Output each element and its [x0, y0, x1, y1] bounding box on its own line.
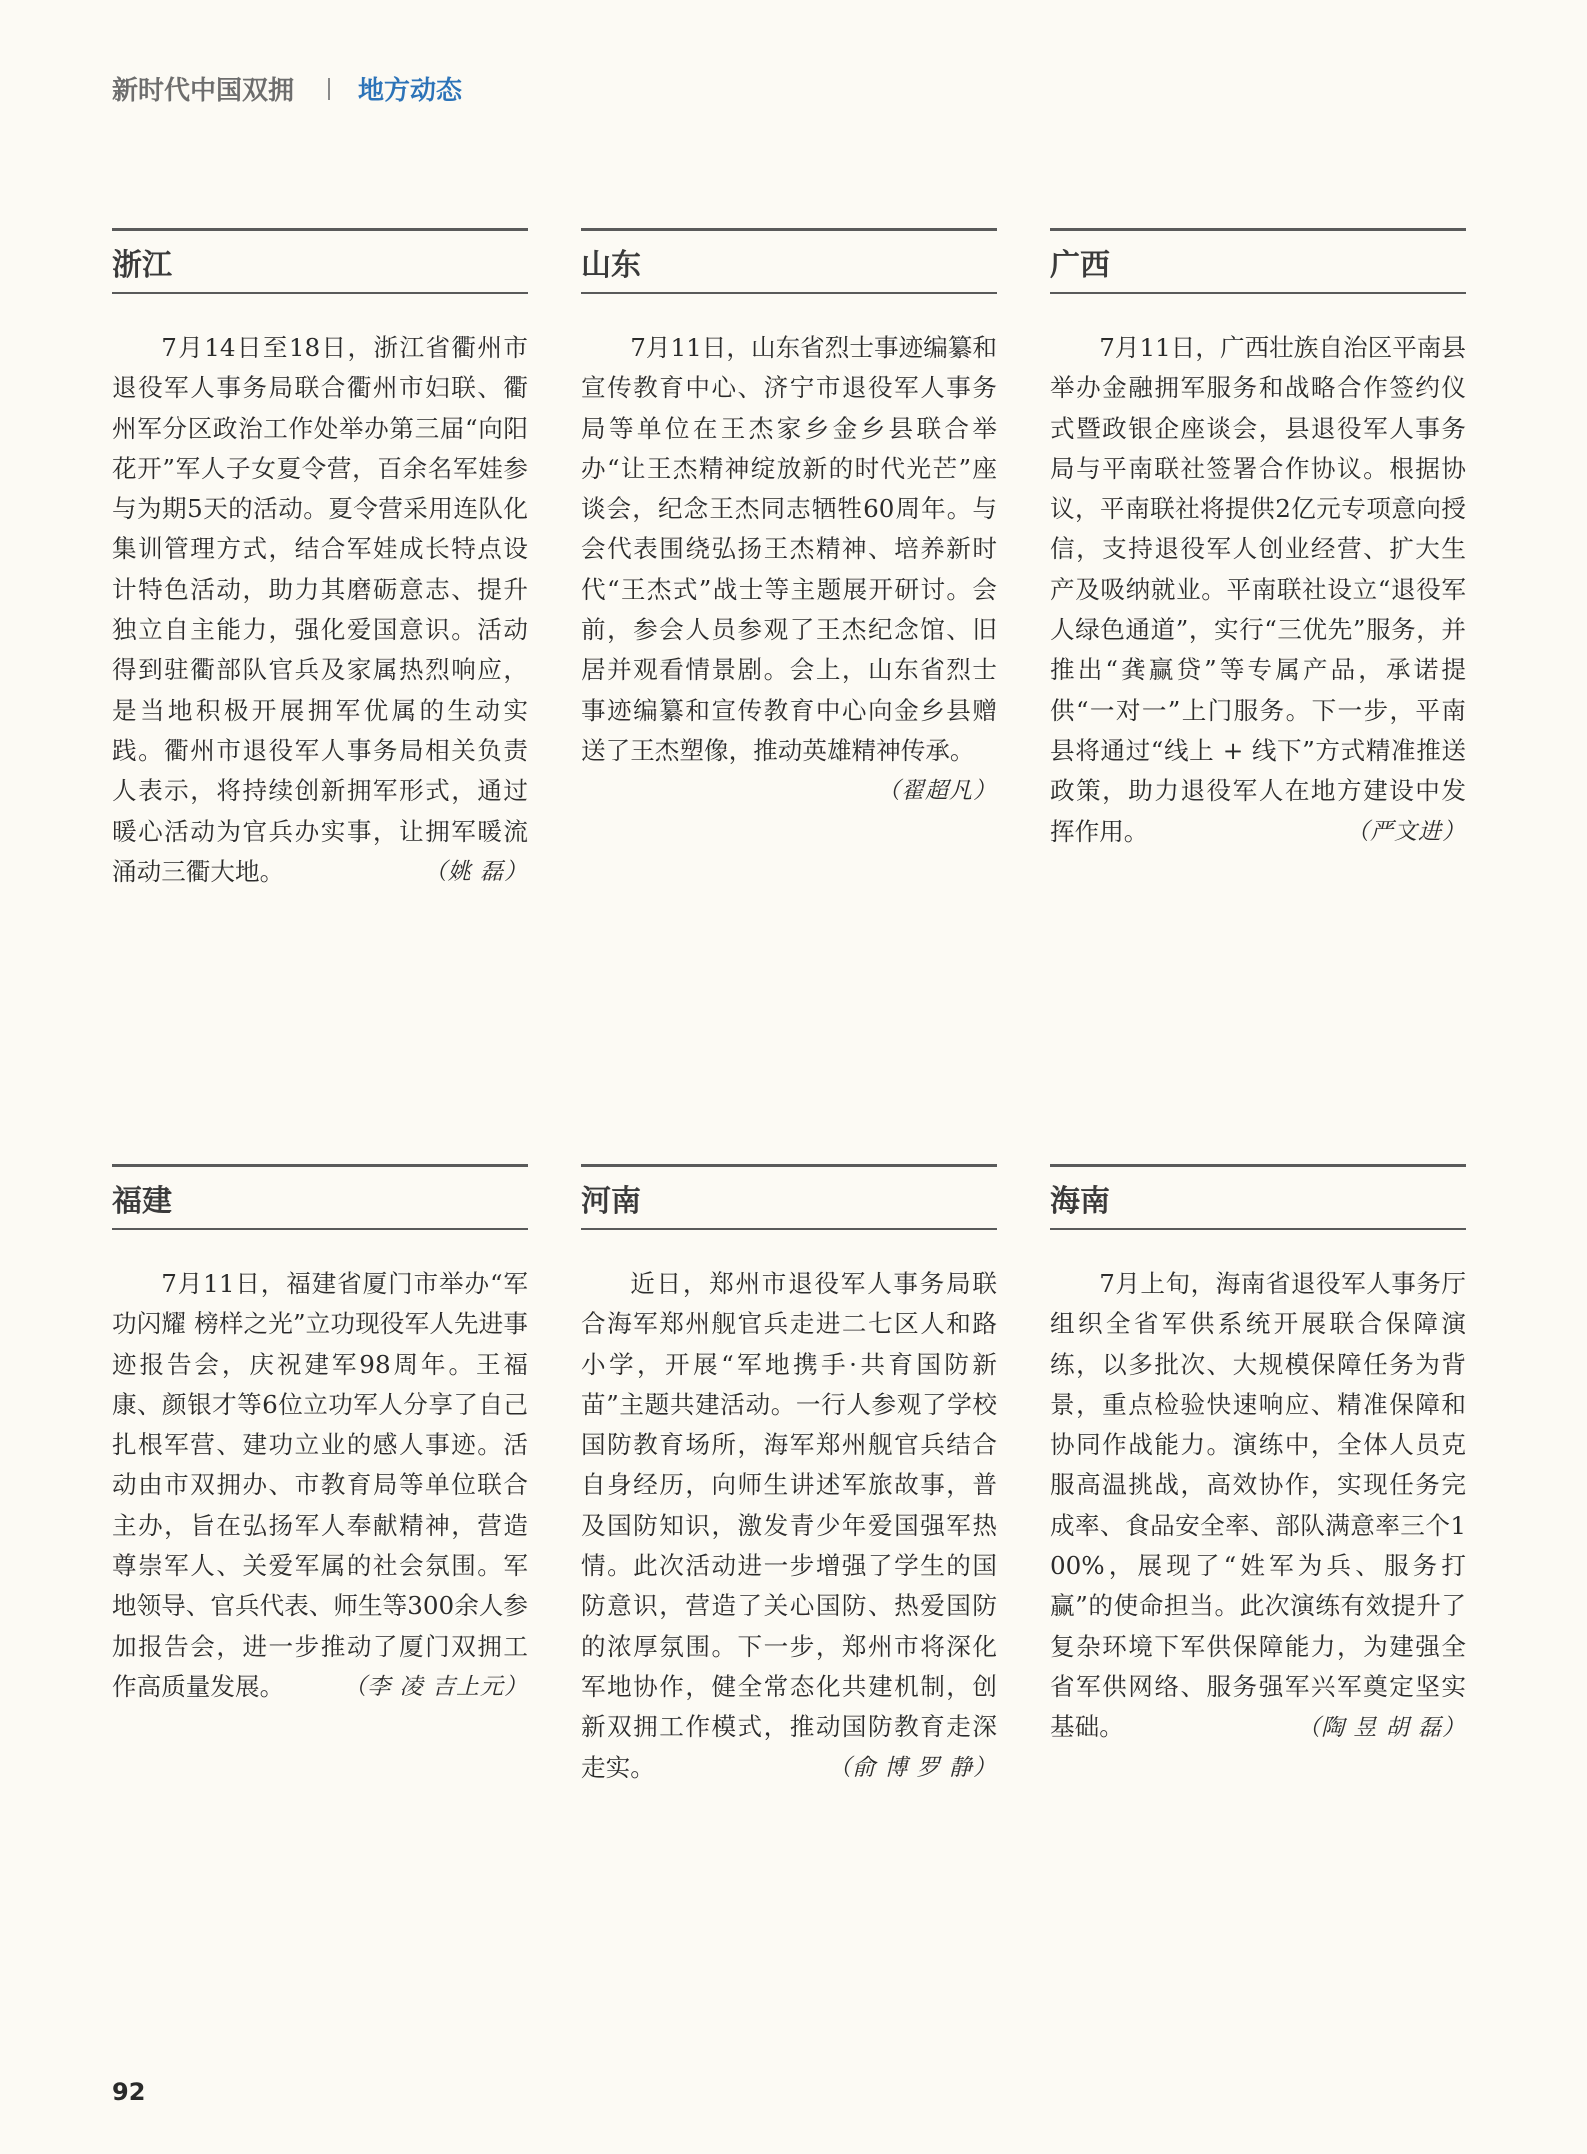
region-heading: 广西	[1050, 228, 1466, 294]
region-heading: 福建	[112, 1164, 528, 1230]
article-author: （严文进）	[1346, 818, 1466, 845]
article-body	[112, 1264, 528, 1708]
article-body	[1050, 328, 1466, 852]
article-text: 7月14日至18日，浙江省衢州市退役军人事务局联合衢州市妇联、衢州军分区政治工作处举办第三届“向阳花开”军人子女夏令营，百余名军娃参与为期5天的活动。夏令营采用连队化集训管理方式，结合军娃成长特点设计特色活动，助力其磨砺意志、提升独立自主能力，强化爱国意识。活动得到驻衢部队官兵及家属热烈响应，是当地积极开展拥军优属的生动实践。衢州市退役军人事务局相关负责人表示，将持续创新拥军形式，通过暖心活动为官兵办实事，让拥军暖流涌动三衢大地。	[112, 333, 528, 886]
article-text: 7月11日，福建省厦门市举办“军功闪耀 榜样之光”立功现役军人先进事迹报告会，庆祝建军98周年。王福康、颜银才等6位立功军人分享了自己扎根军营、建功立业的感人事迹。活动由市双拥办、市教育局等单位联合主办，旨在弘扬军人奉献精神，营造尊崇军人、关爱军属的社会氛围。军地领导、官兵代表、师生等300余人参加报告会，进一步推动了厦门双拥工作高质量发展。	[112, 1269, 528, 1701]
article-body	[112, 328, 528, 892]
article-fujian	[112, 1164, 528, 1788]
header-divider	[328, 78, 330, 100]
article-guangxi	[1050, 228, 1466, 892]
article-body	[581, 328, 997, 812]
article-text: 近日，郑州市退役军人事务局联合海军郑州舰官兵走进二七区人和路小学，开展“军地携手·共育国防新苗”主题共建活动。一行人参观了学校国防教育场所，海军郑州舰官兵结合自身经历，向师生讲述军旅故事，普及国防知识，激发青少年爱国强军热情。此次活动进一步增强了学生的国防意识，营造了关心国防、热爱国防的浓厚氛围。下一步，郑州市将深化军地协作，健全常态化共建机制，创新双拥工作模式，推动国防教育走深走实。	[581, 1269, 997, 1782]
article-author: （陶 昱 胡 磊）	[1297, 1714, 1466, 1741]
article-zhejiang	[112, 228, 528, 892]
article-text: 7月11日，广西壮族自治区平南县举办金融拥军服务和战略合作签约仪式暨政银企座谈会，县退役军人事务局与平南联社签署合作协议。根据协议，平南联社将提供2亿元专项意向授信，支持退役军人创业经营、扩大生产及吸纳就业。平南联社设立“退役军人绿色通道”，实行“三优先”服务，并推出“龚赢贷”等专属产品，承诺提供“一对一”上门服务。下一步，平南县将通过“线上 + 线下”方式精准推送政策，助力退役军人在地方建设中发挥作用。	[1050, 333, 1466, 846]
running-header	[112, 70, 462, 107]
article-hainan	[1050, 1164, 1466, 1788]
region-heading: 山东	[581, 228, 997, 294]
region-heading: 河南	[581, 1164, 997, 1230]
article-author: （李 凌 吉上元）	[343, 1674, 528, 1701]
article-author: （姚 磊）	[423, 859, 528, 886]
article-author: （翟超凡）	[877, 778, 997, 805]
article-row-top	[112, 228, 1466, 892]
article-shandong	[581, 228, 997, 892]
region-heading: 浙江	[112, 228, 528, 294]
section-title: 地方动态	[358, 76, 463, 106]
article-henan	[581, 1164, 997, 1788]
article-author: （俞 博 罗 静）	[828, 1754, 997, 1781]
magazine-title: 新时代中国双拥	[112, 76, 295, 106]
article-text: 7月上旬，海南省退役军人事务厅组织全省军供系统开展联合保障演练，以多批次、大规模保障任务为背景，重点检验快速响应、精准保障和协同作战能力。演练中，全体人员克服高温挑战，高效协作，实现任务完成率、食品安全率、部队满意率三个100%，展现了“姓军为兵、服务打赢”的使命担当。此次演练有效提升了复杂环境下军供保障能力，为建强全省军供网络、服务强军兴军奠定坚实基础。	[1050, 1269, 1466, 1742]
article-text: 7月11日，山东省烈士事迹编纂和宣传教育中心、济宁市退役军人事务局等单位在王杰家乡金乡县联合举办“让王杰精神绽放新的时代光芒”座谈会，纪念王杰同志牺牲60周年。与会代表围绕弘扬王杰精神、培养新时代“王杰式”战士等主题展开研讨。会前，参会人员参观了王杰纪念馆、旧居并观看情景剧。会上，山东省烈士事迹编纂和宣传教育中心向金乡县赠送了王杰塑像，推动英雄精神传承。	[581, 333, 997, 765]
article-body	[1050, 1264, 1466, 1748]
page-number: 92	[112, 2078, 146, 2106]
article-row-bottom	[112, 1164, 1466, 1788]
region-heading: 海南	[1050, 1164, 1466, 1230]
article-body	[581, 1264, 997, 1788]
